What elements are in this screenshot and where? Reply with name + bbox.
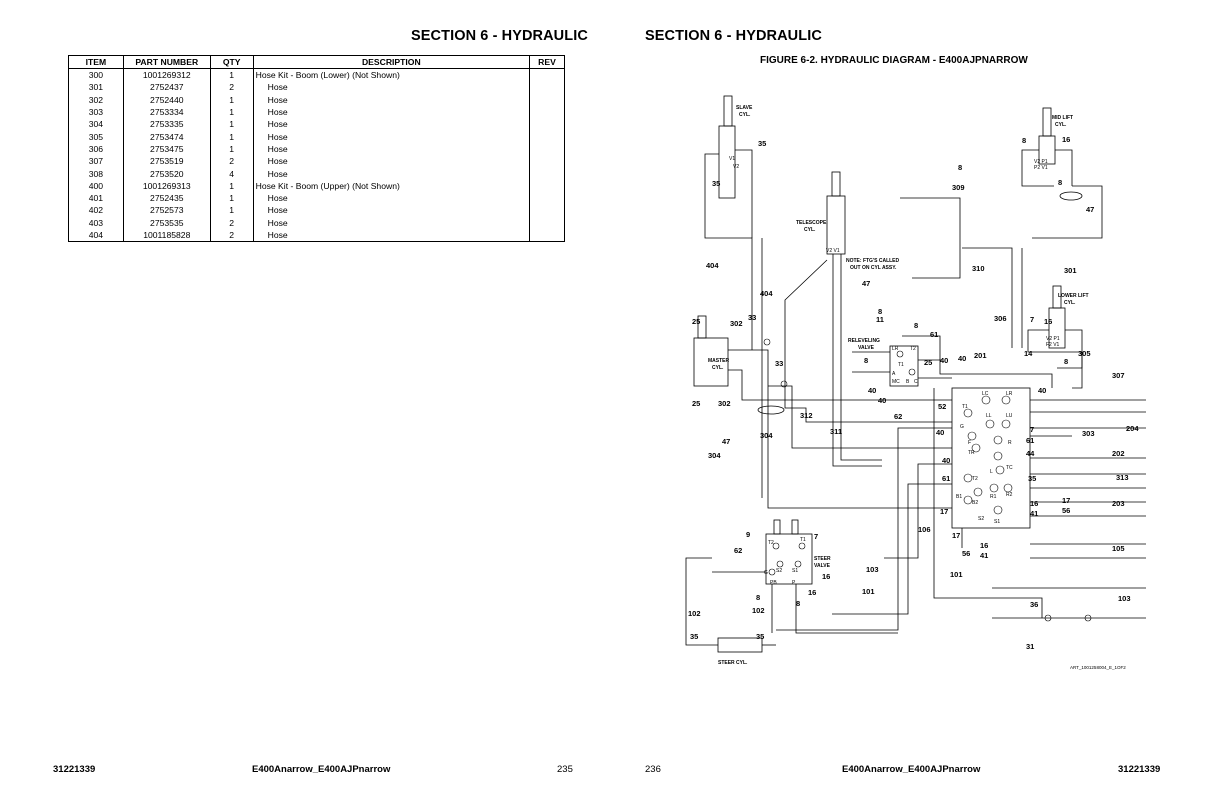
svg-text:R2: R2 [1006, 492, 1013, 498]
table-row [69, 106, 565, 118]
svg-text:40: 40 [936, 428, 945, 437]
svg-text:306: 306 [994, 314, 1007, 323]
cell-rev [530, 130, 565, 142]
cell-description: Hose [253, 81, 529, 93]
svg-text:302: 302 [730, 319, 743, 328]
svg-text:CYL.: CYL. [804, 227, 816, 233]
cell-rev [530, 192, 565, 204]
svg-text:7: 7 [814, 532, 819, 541]
callout-numbers [688, 135, 1139, 651]
cell-part-number: 2753335 [123, 118, 210, 130]
footer-doc-number: 31221339 [53, 764, 96, 775]
svg-text:VALVE: VALVE [858, 345, 874, 351]
port-labels [729, 156, 1063, 586]
cell-description: Hose [253, 167, 529, 179]
table-row [69, 217, 565, 229]
mid-lift-cyl-label: MID LIFT [1052, 115, 1074, 121]
telescope-cyl-rod [832, 172, 840, 196]
svg-text:B: B [906, 379, 910, 385]
cell-item: 305 [69, 130, 124, 142]
table-row [69, 130, 565, 142]
svg-text:G: G [960, 424, 964, 430]
footer-doc-number: 31221339 [1118, 764, 1161, 775]
cell-rev [530, 167, 565, 179]
svg-text:8: 8 [796, 599, 801, 608]
svg-text:F2 V1: F2 V1 [1046, 342, 1060, 348]
figure-title: FIGURE 6-2. HYDRAULIC DIAGRAM - E400AJPNARROW [760, 55, 1028, 66]
cell-item: 401 [69, 192, 124, 204]
svg-text:101: 101 [862, 587, 875, 596]
svg-text:T1: T1 [800, 537, 806, 543]
footer-model: E400Anarrow_E400AJPnarrow [842, 764, 981, 775]
section-title: SECTION 6 - HYDRAULIC [411, 28, 588, 44]
svg-text:204: 204 [1126, 424, 1139, 433]
cell-qty: 4 [210, 167, 253, 179]
svg-text:47: 47 [1086, 205, 1095, 214]
diagram-note: NOTE: FTG'S CALLED [846, 258, 900, 264]
svg-text:V2: V2 [733, 164, 740, 170]
cell-part-number: 1001269313 [123, 180, 210, 192]
cell-item: 302 [69, 94, 124, 106]
svg-text:17: 17 [940, 507, 949, 516]
svg-text:16: 16 [1030, 499, 1039, 508]
right-page [612, 0, 1224, 792]
hose-lines [686, 96, 1146, 652]
svg-text:B2: B2 [972, 500, 979, 506]
svg-text:9: 9 [746, 530, 751, 539]
svg-text:VALVE: VALVE [814, 563, 830, 569]
cell-part-number: 2753475 [123, 143, 210, 155]
svg-text:61: 61 [930, 330, 939, 339]
cell-part-number: 2753535 [123, 217, 210, 229]
table-row [69, 118, 565, 130]
table-row [69, 81, 565, 93]
cell-description: Hose [253, 94, 529, 106]
header-item: ITEM [69, 56, 124, 69]
svg-text:40: 40 [942, 456, 951, 465]
svg-text:14: 14 [1024, 349, 1033, 358]
svg-text:V2 P1: V2 P1 [1034, 159, 1048, 165]
cell-qty: 1 [210, 118, 253, 130]
svg-text:41: 41 [980, 551, 989, 560]
svg-text:40: 40 [868, 386, 877, 395]
svg-text:52: 52 [938, 402, 947, 411]
cell-qty: 2 [210, 155, 253, 167]
svg-text:61: 61 [1026, 436, 1035, 445]
svg-text:310: 310 [972, 264, 985, 273]
svg-text:25: 25 [692, 317, 701, 326]
table-row [69, 94, 565, 106]
svg-text:56: 56 [1062, 506, 1071, 515]
cell-item: 403 [69, 217, 124, 229]
steer-cyl-label: STEER CYL. [718, 660, 748, 666]
footer-page-number: 236 [645, 764, 661, 775]
svg-text:16: 16 [822, 572, 831, 581]
header-qty: QTY [210, 56, 253, 69]
steer-valve-label: STEER [814, 556, 831, 562]
slave-cyl-label: SLAVE [736, 105, 753, 111]
table-row [69, 69, 565, 82]
cell-description: Hose [253, 229, 529, 242]
svg-text:LL: LL [986, 413, 992, 419]
cell-qty: 1 [210, 192, 253, 204]
cell-part-number: 2752440 [123, 94, 210, 106]
svg-text:106: 106 [918, 525, 931, 534]
svg-text:44: 44 [1026, 449, 1035, 458]
svg-text:8: 8 [914, 321, 919, 330]
svg-text:35: 35 [690, 632, 699, 641]
svg-text:T1: T1 [898, 362, 904, 368]
svg-text:102: 102 [688, 609, 701, 618]
cell-item: 306 [69, 143, 124, 155]
svg-text:301: 301 [1064, 266, 1077, 275]
table-header-row [69, 56, 565, 69]
lower-lift-cyl-label: LOWER LIFT [1058, 293, 1089, 299]
section-title: SECTION 6 - HYDRAULIC [645, 28, 822, 44]
svg-text:25: 25 [924, 358, 933, 367]
svg-text:202: 202 [1112, 449, 1125, 458]
svg-text:CYL.: CYL. [739, 112, 751, 118]
svg-text:313: 313 [1116, 473, 1129, 482]
svg-text:40: 40 [878, 396, 887, 405]
svg-text:OUT ON CYL ASSY.: OUT ON CYL ASSY. [850, 265, 897, 271]
svg-text:305: 305 [1078, 349, 1091, 358]
svg-text:17: 17 [952, 531, 961, 540]
svg-text:35: 35 [1028, 474, 1037, 483]
svg-text:T2: T2 [972, 476, 978, 482]
slave-cyl-body [719, 126, 735, 198]
telescope-cyl-body [827, 196, 845, 254]
svg-text:17: 17 [1062, 496, 1071, 505]
svg-text:7: 7 [1030, 425, 1035, 434]
cell-qty: 1 [210, 69, 253, 82]
footer-model: E400Anarrow_E400AJPnarrow [252, 764, 391, 775]
svg-text:102: 102 [752, 606, 765, 615]
cell-part-number: 2753519 [123, 155, 210, 167]
svg-text:35: 35 [756, 632, 765, 641]
cell-qty: 2 [210, 229, 253, 242]
table-row [69, 143, 565, 155]
cell-description: Hose [253, 155, 529, 167]
header-rev: REV [530, 56, 565, 69]
cell-rev [530, 229, 565, 242]
svg-text:41: 41 [1030, 509, 1039, 518]
cell-qty: 2 [210, 81, 253, 93]
svg-text:31: 31 [1026, 642, 1035, 651]
svg-text:309: 309 [952, 183, 965, 192]
svg-text:F: F [968, 440, 972, 446]
svg-text:P: P [792, 580, 796, 586]
cell-part-number: 2753334 [123, 106, 210, 118]
svg-text:B1: B1 [956, 494, 963, 500]
svg-text:105: 105 [1112, 544, 1125, 553]
svg-text:P2 V1: P2 V1 [1034, 165, 1048, 171]
svg-text:CYL.: CYL. [712, 365, 724, 371]
svg-text:302: 302 [718, 399, 731, 408]
cell-part-number: 2753474 [123, 130, 210, 142]
svg-text:40: 40 [940, 356, 949, 365]
svg-text:LR: LR [1006, 391, 1013, 397]
cell-part-number: 1001269312 [123, 69, 210, 82]
cell-description: Hose [253, 204, 529, 216]
cell-qty: 1 [210, 143, 253, 155]
header-description: DESCRIPTION [253, 56, 529, 69]
releveling-valve-label: RELEVELING [848, 338, 880, 344]
svg-text:25: 25 [692, 399, 701, 408]
svg-text:S1: S1 [792, 568, 799, 574]
header-part-number: PART NUMBER [123, 56, 210, 69]
svg-text:35: 35 [712, 179, 721, 188]
svg-text:16: 16 [1044, 317, 1053, 326]
svg-text:PB: PB [770, 580, 777, 586]
svg-text:62: 62 [734, 546, 743, 555]
svg-text:TR: TR [968, 450, 975, 456]
svg-text:T2: T2 [910, 346, 916, 352]
table-row [69, 192, 565, 204]
cell-qty: 1 [210, 180, 253, 192]
svg-text:7: 7 [1030, 315, 1035, 324]
svg-text:11: 11 [876, 315, 884, 324]
svg-text:LU: LU [1006, 413, 1013, 419]
svg-text:A: A [892, 371, 896, 377]
cell-item: 400 [69, 180, 124, 192]
svg-text:33: 33 [748, 313, 757, 322]
table-row [69, 204, 565, 216]
cell-item: 307 [69, 155, 124, 167]
svg-text:303: 303 [1082, 429, 1095, 438]
svg-text:201: 201 [974, 351, 987, 360]
cell-qty: 2 [210, 217, 253, 229]
svg-text:8: 8 [878, 307, 883, 316]
footer-page-number: 235 [557, 764, 573, 775]
cell-description: Hose [253, 217, 529, 229]
svg-text:R1: R1 [990, 494, 997, 500]
svg-text:203: 203 [1112, 499, 1125, 508]
cell-description: Hose [253, 192, 529, 204]
svg-text:LC: LC [982, 391, 989, 397]
svg-text:311: 311 [830, 427, 843, 436]
cell-part-number: 2752435 [123, 192, 210, 204]
svg-text:MC: MC [892, 379, 900, 385]
svg-text:36: 36 [1030, 600, 1039, 609]
slave-cyl-rod [724, 96, 732, 126]
svg-text:T1: T1 [962, 404, 968, 410]
svg-text:C: C [914, 379, 918, 385]
table-row [69, 229, 565, 242]
cell-item: 300 [69, 69, 124, 82]
svg-text:35: 35 [758, 139, 767, 148]
svg-text:47: 47 [862, 279, 871, 288]
svg-text:16: 16 [808, 588, 817, 597]
svg-text:G: G [764, 570, 768, 576]
cell-item: 404 [69, 229, 124, 242]
cell-description: Hose [253, 118, 529, 130]
cell-part-number: 2752437 [123, 81, 210, 93]
master-cyl-label: MASTER [708, 358, 730, 364]
svg-text:62: 62 [894, 412, 903, 421]
cell-item: 308 [69, 167, 124, 179]
cell-qty: 1 [210, 204, 253, 216]
svg-text:103: 103 [1118, 594, 1131, 603]
svg-text:S1: S1 [994, 519, 1001, 525]
svg-text:33: 33 [775, 359, 784, 368]
svg-text:304: 304 [708, 451, 721, 460]
telescope-cyl-label: TELESCOPE [796, 220, 827, 226]
cell-qty: 1 [210, 130, 253, 142]
cell-rev [530, 204, 565, 216]
svg-text:40: 40 [958, 354, 967, 363]
svg-text:307: 307 [1112, 371, 1125, 380]
table-row [69, 155, 565, 167]
svg-text:T2: T2 [768, 540, 774, 546]
svg-text:V2 P1: V2 P1 [1046, 336, 1060, 342]
svg-text:47: 47 [722, 437, 731, 446]
table-row [69, 180, 565, 192]
svg-text:CYL.: CYL. [1064, 300, 1076, 306]
cell-item: 402 [69, 204, 124, 216]
svg-text:8: 8 [756, 593, 761, 602]
cell-description: Hose [253, 130, 529, 142]
cell-description: Hose Kit - Boom (Upper) (Not Shown) [253, 180, 529, 192]
svg-text:404: 404 [760, 289, 773, 298]
svg-text:16: 16 [1062, 135, 1071, 144]
cell-rev [530, 69, 565, 82]
art-id: ART_1001258004_E_1OF2 [1070, 665, 1126, 670]
svg-text:V2 V1: V2 V1 [826, 248, 840, 254]
mid-lift-cyl-rod [1043, 108, 1051, 136]
cell-rev [530, 94, 565, 106]
cell-qty: 1 [210, 106, 253, 118]
cell-item: 301 [69, 81, 124, 93]
cell-rev [530, 106, 565, 118]
svg-text:61: 61 [942, 474, 951, 483]
cell-rev [530, 155, 565, 167]
svg-text:40: 40 [1038, 386, 1047, 395]
parts-table-body [69, 69, 565, 242]
cell-qty: 1 [210, 94, 253, 106]
cell-rev [530, 118, 565, 130]
svg-text:8: 8 [1022, 136, 1027, 145]
cell-description: Hose [253, 143, 529, 155]
svg-text:8: 8 [958, 163, 963, 172]
cell-rev [530, 180, 565, 192]
svg-text:CYL.: CYL. [1055, 122, 1067, 128]
svg-text:R: R [1008, 440, 1012, 446]
svg-text:8: 8 [864, 356, 869, 365]
cell-part-number: 2753520 [123, 167, 210, 179]
svg-text:56: 56 [962, 549, 971, 558]
svg-text:TC: TC [1006, 465, 1013, 471]
cell-description: Hose Kit - Boom (Lower) (Not Shown) [253, 69, 529, 82]
svg-text:L: L [990, 469, 993, 475]
cell-part-number: 2752573 [123, 204, 210, 216]
svg-text:S2: S2 [978, 516, 985, 522]
svg-text:404: 404 [706, 261, 719, 270]
table-row [69, 167, 565, 179]
cell-part-number: 1001185828 [123, 229, 210, 242]
svg-text:S2: S2 [776, 568, 783, 574]
cell-item: 303 [69, 106, 124, 118]
parts-table [68, 55, 565, 242]
svg-text:8: 8 [1058, 178, 1063, 187]
svg-text:16: 16 [980, 541, 989, 550]
svg-text:312: 312 [800, 411, 813, 420]
cell-rev [530, 81, 565, 93]
cell-rev [530, 217, 565, 229]
svg-text:103: 103 [866, 565, 879, 574]
cell-description: Hose [253, 106, 529, 118]
svg-text:LR: LR [892, 346, 899, 352]
cell-rev [530, 143, 565, 155]
svg-text:101: 101 [950, 570, 963, 579]
svg-text:V1: V1 [729, 156, 736, 162]
hydraulic-diagram [672, 88, 1152, 678]
svg-text:304: 304 [760, 431, 773, 440]
valve-ports [764, 339, 1091, 621]
cell-item: 304 [69, 118, 124, 130]
svg-text:8: 8 [1064, 357, 1069, 366]
